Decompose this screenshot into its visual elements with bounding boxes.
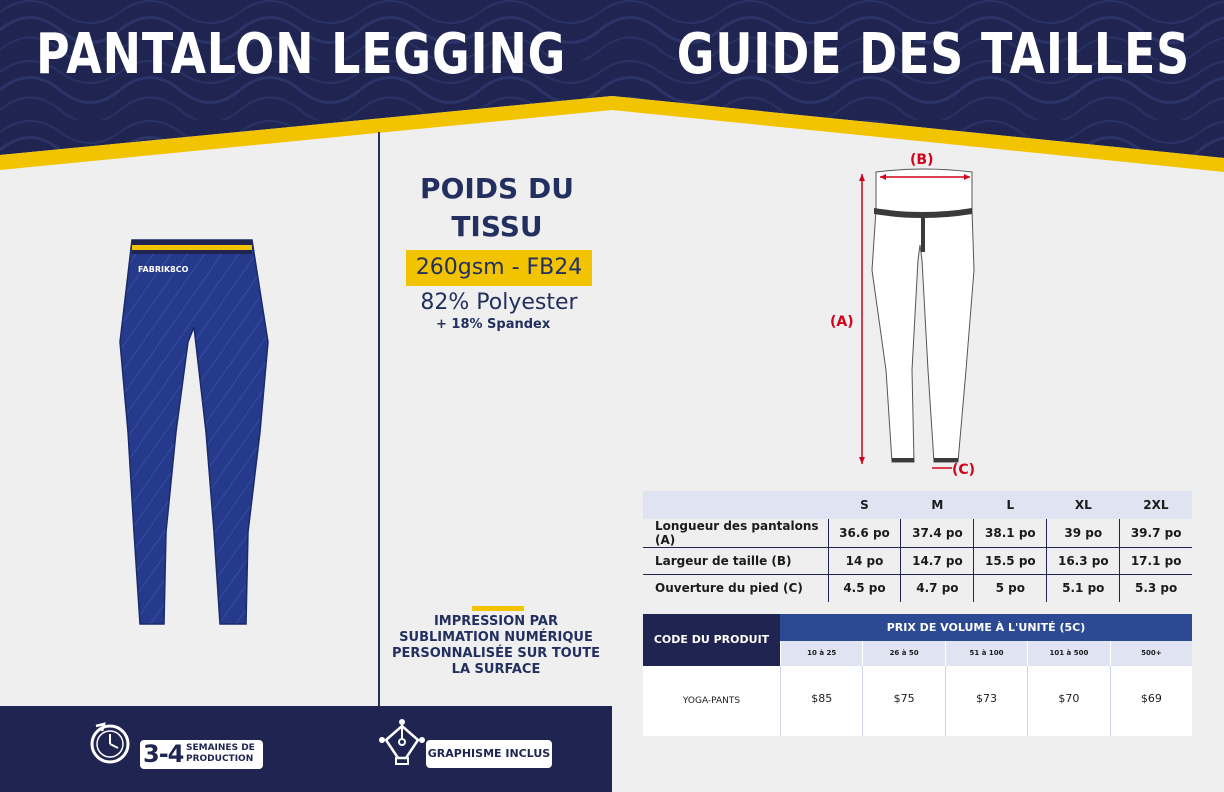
table-cell: 15.5 po bbox=[974, 548, 1047, 575]
legging-product-icon bbox=[100, 232, 300, 632]
table-cell: 5 po bbox=[974, 575, 1047, 602]
size-header bbox=[643, 491, 828, 519]
tier-label: 10 à 25 bbox=[780, 641, 862, 666]
table-cell: 5.1 po bbox=[1047, 575, 1120, 602]
price-row bbox=[643, 666, 1192, 736]
row-label: Ouverture du pied (C) bbox=[643, 575, 828, 602]
table-row bbox=[643, 575, 1192, 602]
table-cell: 16.3 po bbox=[1047, 548, 1120, 575]
volume-price-header: PRIX DE VOLUME À L'UNITÉ (5C) bbox=[780, 614, 1192, 641]
table-cell: 5.3 po bbox=[1134, 581, 1178, 596]
table-cell: 17.1 po bbox=[1120, 548, 1192, 575]
weeks-text: SEMAINES DE PRODUCTION bbox=[186, 743, 255, 764]
price-cell: $70 bbox=[1027, 666, 1109, 736]
size-header: XL bbox=[1047, 491, 1120, 519]
tier-label: 26 à 50 bbox=[862, 641, 944, 666]
product-title: PANTALON LEGGING bbox=[36, 22, 567, 87]
pen-tool-icon bbox=[376, 718, 428, 770]
brand-mark: FABRIK8CO bbox=[138, 265, 189, 274]
fabric-weight-title: POIDS DU TISSU bbox=[420, 172, 574, 243]
price-cell: $75 bbox=[862, 666, 944, 736]
tier-label: 500+ bbox=[1110, 641, 1192, 666]
table-cell: 39 po bbox=[1047, 519, 1120, 548]
composition-main: 82% Polyester bbox=[420, 290, 578, 315]
size-header: M bbox=[901, 491, 974, 519]
tier-label: 101 à 500 bbox=[1027, 641, 1109, 666]
price-cell: $73 bbox=[945, 666, 1027, 736]
table-cell: 39.7 po bbox=[1120, 519, 1192, 548]
row-label: Longueur des pantalons (A) bbox=[643, 519, 828, 548]
composition-sub: + 18% Spandex bbox=[436, 317, 551, 332]
table-cell: 36.6 po bbox=[828, 519, 901, 548]
weeks-number: 3-4 bbox=[143, 740, 184, 768]
size-header: 2XL bbox=[1120, 491, 1192, 519]
table-row bbox=[643, 519, 1192, 548]
tier-label: 51 à 100 bbox=[945, 641, 1027, 666]
row-label: Largeur de taille (B) bbox=[643, 548, 828, 575]
dimension-b-label: (B) bbox=[910, 152, 934, 168]
table-row bbox=[643, 548, 1192, 575]
dimension-a-label: (A) bbox=[830, 314, 854, 330]
table-cell: 14.7 po bbox=[901, 548, 974, 575]
product-code-header: CODE DU PRODUIT bbox=[643, 614, 780, 666]
vertical-divider bbox=[378, 132, 380, 706]
print-note-accent bbox=[472, 606, 524, 611]
design-included-badge: GRAPHISME INCLUS bbox=[426, 740, 552, 768]
fabric-weight-badge: 260gsm - FB24 bbox=[406, 250, 592, 286]
size-table bbox=[643, 491, 1192, 602]
price-cell: $85 bbox=[780, 666, 862, 736]
size-header: S bbox=[828, 491, 901, 519]
print-note: IMPRESSION PAR SUBLIMATION NUMÉRIQUE PERSONNALISÉE SUR TOUTE LA SURFACE bbox=[391, 614, 601, 677]
table-cell: 14 po bbox=[828, 548, 901, 575]
price-cell: $69 bbox=[1110, 666, 1192, 736]
table-cell: 37.4 po bbox=[901, 519, 974, 548]
quantity-tiers bbox=[780, 641, 1192, 666]
table-cell: 38.1 po bbox=[974, 519, 1047, 548]
clock-icon bbox=[86, 718, 136, 768]
size-guide-title: GUIDE DES TAILLES bbox=[676, 22, 1190, 87]
table-cell: 4.7 po bbox=[901, 575, 974, 602]
table-cell: 4.5 po bbox=[828, 575, 901, 602]
size-header: L bbox=[974, 491, 1047, 519]
production-time-badge bbox=[140, 740, 263, 769]
size-table-header bbox=[643, 491, 1192, 519]
product-code: YOGA-PANTS bbox=[682, 696, 741, 706]
dimension-c-label: (C) bbox=[952, 462, 976, 478]
